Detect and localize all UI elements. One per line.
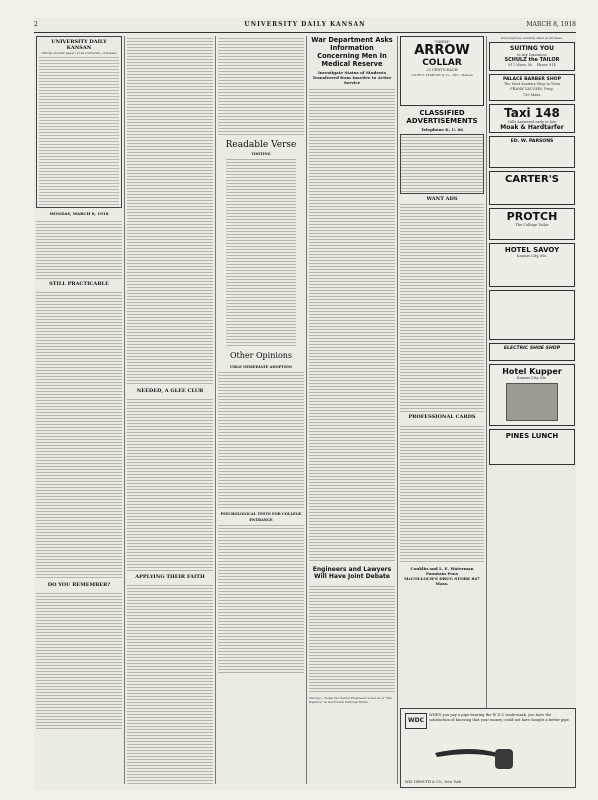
verse-subtitle: VISITING bbox=[251, 152, 271, 156]
column-three bbox=[218, 36, 304, 786]
savoy-name: HOTEL SAVOY bbox=[504, 246, 560, 255]
pines-ad bbox=[489, 429, 575, 465]
column-two bbox=[127, 36, 213, 786]
shoe-shop-name: ELECTRIC SHOE SHOP bbox=[503, 346, 561, 352]
palace-owner: FRANK VAUGHN, Prop. bbox=[510, 87, 554, 92]
pipe-icon bbox=[431, 743, 521, 773]
arrow-okeh: "OKEH" bbox=[433, 39, 451, 44]
classified-telephone: Telephone K. U. 66 bbox=[420, 127, 464, 132]
arrow-collar: COLLAR bbox=[422, 58, 462, 69]
palace-sub: The Most Sanitary Shop in Town bbox=[503, 82, 561, 87]
other-opinion-2-title: PSYCHOLOGICAL TESTS FOR COLLEGE ENTRANCE bbox=[220, 512, 302, 522]
prescriptions-note: Prescriptions carefully filled at all times. bbox=[501, 36, 563, 40]
readable-verse-title: Readable Verse bbox=[225, 140, 297, 150]
shoe-shop-ad bbox=[489, 343, 575, 361]
taxi-name: Moak & Hardtarfer bbox=[500, 124, 564, 132]
column-four bbox=[309, 36, 395, 786]
pines-name: PINES LUNCH bbox=[505, 432, 559, 441]
suiting-sub: is my business bbox=[517, 52, 547, 58]
wdc-pipe-ad bbox=[400, 708, 576, 788]
conklin-pens: Conklin and L. E. Waterman Fountain Pens bbox=[410, 565, 474, 576]
taxi-sub: Calls Answered early or late bbox=[507, 119, 557, 124]
engineers-debate-headline: Engineers and Lawyers Will Have Joint Debate bbox=[312, 566, 392, 580]
classified-title: CLASSIFIED ADVERTISEMENTS bbox=[406, 109, 478, 125]
column-ads bbox=[489, 36, 575, 786]
schulz-tailor-ad bbox=[489, 42, 575, 71]
editorial-date: MONDAY, MARCH 8, 1918 bbox=[49, 211, 109, 217]
savoy-city: Kansas City, Mo. bbox=[516, 254, 548, 259]
arrow-maker: CLUETT, PEABODY & Co., INC., Makers bbox=[411, 73, 473, 78]
want-ads-title: WANT ADS bbox=[426, 196, 458, 203]
professional-cards-title: PROFESSIONAL CARDS bbox=[408, 414, 476, 421]
taxi-ad bbox=[489, 104, 575, 133]
schulz-phone: Phone 914 bbox=[536, 62, 556, 67]
palace-address: 739 Mass. bbox=[522, 92, 542, 97]
kupper-ad bbox=[489, 364, 575, 426]
schulz-name: SCHULZ the TAILOR bbox=[504, 56, 560, 63]
carters-ad bbox=[489, 171, 575, 205]
protch-sub: The College Tailor bbox=[515, 223, 549, 228]
carters-name: CARTER'S bbox=[505, 174, 559, 186]
article-applying-faith: APPLYING THEIR FAITH bbox=[135, 574, 205, 581]
suiting-title: SUITING YOU bbox=[510, 45, 554, 53]
protch-name: PROTCH bbox=[506, 210, 558, 224]
other-opinions-title: Other Opinions bbox=[229, 351, 293, 361]
newspaper-page bbox=[34, 18, 576, 790]
drug-store: McCOLLOCH'S DRUG STORE 847 Mass. bbox=[404, 576, 480, 587]
savoy-ad bbox=[489, 243, 575, 287]
arrow-brand: ARROW bbox=[414, 43, 470, 59]
page-date: MARCH 8, 1918 bbox=[526, 21, 576, 28]
page-masthead: UNIVERSITY DAILY KANSAN bbox=[244, 21, 366, 28]
article-do-you-remember: DO YOU REMEMBER? bbox=[47, 581, 111, 588]
arrow-collar-ad bbox=[400, 36, 484, 106]
article-still-practicable: STILL PRACTICABLE bbox=[49, 280, 109, 287]
wdc-copy: WHEN you pay a pipe-bearing the W D C trade-mark, you have the satisfaction of knowing that your money could not have bought a better pipe. bbox=[429, 713, 570, 722]
footer-note: Chicago—Today the Senior Engineers acted as of "The Rapture" in the French national Hymn. bbox=[309, 696, 393, 705]
column-editorial bbox=[36, 36, 122, 786]
war-department-subhead: Investigate Status of Students Transferred from Inactive to Active Service bbox=[312, 70, 392, 85]
kupper-name: Hotel Kupper bbox=[502, 367, 562, 377]
parsons-ad bbox=[489, 136, 575, 168]
article-glee-club: NEEDED, A GLEE CLUB bbox=[136, 388, 204, 394]
arrow-price: 25 CENTS EACH bbox=[426, 68, 458, 73]
kupper-city: Kansas City, Mo. bbox=[516, 376, 548, 381]
masthead-box-title: UNIVERSITY DAILY KANSAN bbox=[51, 39, 107, 51]
refinishing-ad bbox=[489, 290, 575, 340]
schulz-address: 917 Mass. St. bbox=[508, 62, 534, 67]
column-five bbox=[400, 36, 484, 786]
palace-name: PALACE BARBER SHOP bbox=[503, 77, 561, 83]
hotel-illustration bbox=[506, 383, 558, 421]
page-number: 2 bbox=[34, 21, 38, 28]
masthead-subtitle: Official student paper of the University of Kansas bbox=[41, 51, 117, 55]
protch-ad bbox=[489, 208, 575, 240]
war-department-headline: War Department Asks Information Concerning Men In Medical Reserve bbox=[311, 36, 393, 68]
palace-barber-ad bbox=[489, 74, 575, 101]
parsons-name: ED. W. PARSONS bbox=[510, 139, 554, 145]
other-opinion-1-title: URGE IMMEDIATE ADOPTION bbox=[229, 365, 293, 370]
taxi-number: Taxi 148 bbox=[504, 105, 560, 120]
wdc-logo: WDC bbox=[405, 713, 427, 729]
wdc-maker: WM. DEMUTH & CO., New York bbox=[405, 780, 462, 784]
page-header bbox=[34, 18, 576, 33]
masthead-box bbox=[36, 36, 122, 208]
